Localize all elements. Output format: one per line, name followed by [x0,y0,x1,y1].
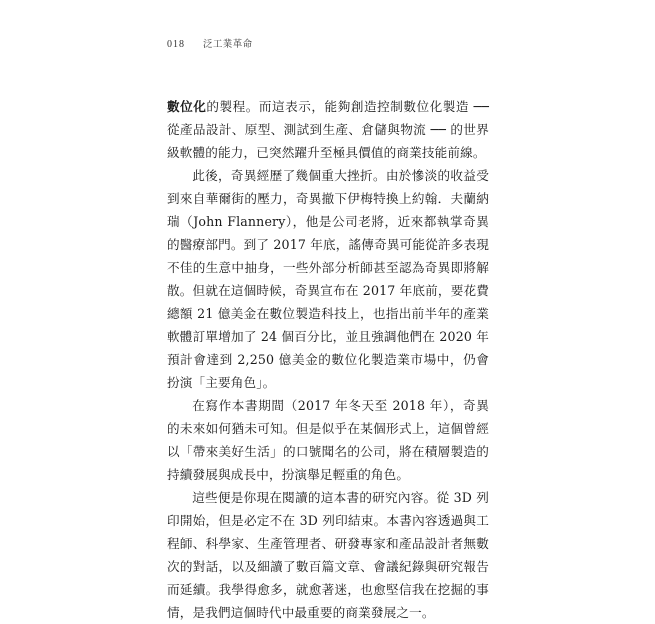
paragraph-4: 這些便是你現在閱讀的這本書的研究內容。從 3D 列印開始，但是必定不在 3D 列印結束。本書內容透過與工程師、科學家、生產管理者、研發專家和產品設計者無數次的對話，以及細讀了數百篇文章、會議紀錄與研究報告而延續。我學得愈多，就愈著迷，也愈堅信我在挖掘的事情，是我們這個時代中最重要的商業發展之一。 [167,490,489,620]
body-text [167,95,489,624]
bold-lead-term: 數位化 [167,99,207,114]
paragraph-1-text: 的製程。而這表示，能夠創造控制數位化製造 ── 從產品設計、原型、測試到生產、倉儲與物流 ── 的世界級軟體的能力，已突然躍升至極具價值的商業技能前線。 [167,99,489,160]
page-header [167,36,253,50]
running-title: 泛工業革命 [203,39,253,50]
paragraph-1 [167,95,489,164]
page-number: 018 [167,39,185,50]
paragraph-2: 此後，奇異經歷了幾個重大挫折。由於慘淡的收益受到來自華爾街的壓力，奇異撤下伊梅特換上約翰．夫蘭納瑞（John Flannery），他是公司老將，近來都執掌奇異的醫療部門。到了 2017 年底，謠傳奇異可能從許多表現不佳的生意中抽身，一些外部分析師甚至認為奇異即將解散。但就在這個時候，奇異宣布在 2017 年底前，要花費總額 21 億美金在數位製造科技上，也指出前半年的產業軟體訂單增加了 24 個百分比，並且強調他們在 2020 年預計會達到 2,250 億美金的數位化製造業市場中，仍會扮演「主要角色」。 [167,168,489,390]
paragraph-3: 在寫作本書期間（2017 年冬天至 2018 年），奇異的未來如何猶未可知。但是似乎在某個形式上，這個曾經以「帶來美好生活」的口號聞名的公司，將在積層製造的持續發展與成長中，扮演舉足輕重的角色。 [167,398,489,482]
